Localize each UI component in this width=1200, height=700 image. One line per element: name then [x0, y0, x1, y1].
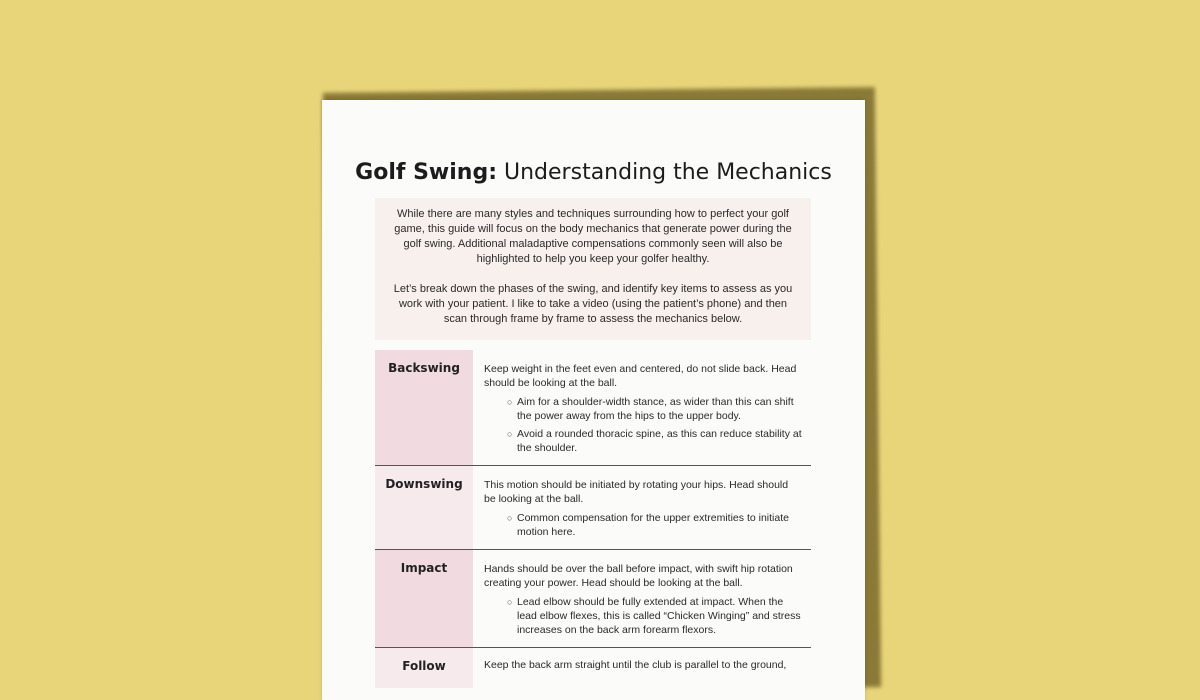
intro-box — [375, 198, 811, 340]
phase-text: Keep the back arm straight until the club is parallel to the ground, — [484, 659, 787, 671]
intro-paragraph-1: While there are many styles and techniques surrounding how to perfect your golf game, this guide will focus on the body mechanics that generate power during the golf swing. Additional maladaptive compensations commonly seen will also be highlighted to help you keep your golfer healthy. — [394, 208, 792, 265]
phase-bullets — [484, 595, 802, 637]
circle-bullet-icon: ○ — [507, 513, 513, 523]
bullet-item: ○ Common compensation for the upper extremities to initiate motion here. — [507, 512, 789, 538]
title-bold: Golf Swing: — [355, 160, 498, 185]
phase-bullets — [484, 511, 802, 539]
phase-label: Downswing — [375, 466, 473, 550]
phase-row-backswing — [375, 350, 811, 466]
phase-label: Follow — [375, 648, 473, 688]
phase-text: Keep weight in the feet even and centered, do not slide back. Head should be looking at the ball. — [484, 363, 797, 389]
bullet-item: ○ Aim for a shoulder-width stance, as wider than this can shift the power away from the hips to the upper body. — [507, 396, 794, 422]
phase-content — [484, 362, 802, 459]
phase-bullets — [484, 395, 802, 455]
page-title — [322, 160, 865, 185]
title-rest: Understanding the Mechanics — [504, 160, 832, 185]
phase-label: Impact — [375, 550, 473, 648]
phase-text: Hands should be over the ball before impact, with swift hip rotation creating your power. Head should be looking at the ball. — [484, 563, 793, 589]
phase-content — [484, 658, 802, 677]
phase-text: This motion should be initiated by rotating your hips. Head should be looking at the ball. — [484, 479, 789, 505]
intro-paragraph-2: Let’s break down the phases of the swing, and identify key items to assess as you work with your patient. I like to take a video (using the patient’s phone) and then scan through frame by frame to assess the mechanics below. — [393, 283, 793, 325]
phase-content — [484, 562, 802, 641]
phase-content — [484, 478, 802, 543]
phase-row-downswing — [375, 466, 811, 550]
phase-row-impact — [375, 550, 811, 648]
bullet-item: ○ Avoid a rounded thoracic spine, as this can reduce stability at the shoulder. — [507, 428, 802, 454]
phase-row-follow — [375, 648, 811, 688]
circle-bullet-icon: ○ — [507, 397, 513, 407]
circle-bullet-icon: ○ — [507, 429, 513, 439]
document-page — [322, 100, 865, 700]
circle-bullet-icon: ○ — [507, 597, 513, 607]
phase-label: Backswing — [375, 350, 473, 466]
bullet-item: ○ Lead elbow should be fully extended at impact. When the lead elbow flexes, this is called “Chicken Winging” and stress increases on the back arm forearm flexors. — [507, 596, 801, 636]
